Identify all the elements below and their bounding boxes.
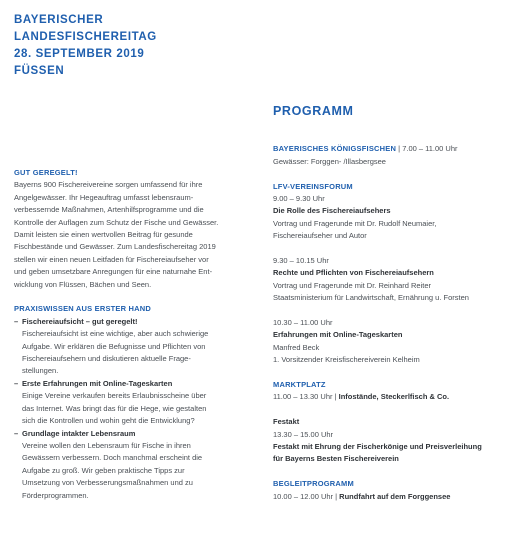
praxis-line: sich die Kontrollen und wohin geht die Entwicklung? [22,416,195,426]
intro-line: verbessernde Maßnahmen, Artenhilfsprogramme und die [14,205,204,215]
praxis-item [14,428,242,502]
festakt-line: für Bayerns Besten Fischereiverein [273,454,399,464]
intro-line: Fischbestände und Gewässer. Zum Landesfischereitag 2019 [14,242,216,252]
dash-bullet: – [14,316,19,326]
intro-line: wicklung von Flüssen, Bächen und Seen. [14,279,152,289]
header-line-2: LANDESFISCHEREITAG [14,31,157,43]
intro-line: Kontrolle der Auflagen zum Schutz der Fische und Gewässer. [14,217,219,227]
praxis-item-title: Erste Erfahrungen mit Online-Tageskarten [22,378,173,388]
praxis-item-text [14,440,242,502]
dash-bullet: – [14,378,19,388]
intro-line: Angelgewässer. Ihr Hegeauftrag umfasst lebensraum- [14,192,194,202]
praxis-item-text [14,328,242,378]
praxis-line: Vereine wollen den Lebensraum für Fische in ihren [22,440,191,450]
header-line-3: 28. SEPTEMBER 2019 [14,48,145,60]
session-title: Erfahrungen mit Online-Tageskarten [273,330,403,340]
event-header [14,12,254,80]
header-line-1: BAYERISCHER [14,14,104,26]
praxis-item [14,316,242,378]
separator: | [332,392,339,402]
praxis-title: PRAXISWISSEN AUS ERSTER HAND [14,304,152,314]
praxis-line: Förderprogrammen. [22,490,89,500]
vereinsforum-heading: LFV-VEREINSFORUM [273,181,353,191]
program-title: PROGRAMM [273,104,354,118]
session-time: 9.30 – 10.15 Uhr [273,256,329,266]
praxis-line: Aufgabe zu groß. Wir geben praktische Tipps zur [22,465,185,475]
praxis-line: Einige Vereine verkaufen bereits Erlaubnisscheine über [22,391,207,401]
praxis-item-title: Fischereiaufsicht – gut geregelt! [22,316,138,326]
session-line: Staatsministerium für Landwirtschaft, Ernährung u. Forsten [273,293,469,303]
praxis-item [14,378,242,428]
intro-title: GUT GEREGELT! [14,168,78,177]
praxis-line: Aufgabe. Wir erklären die Befugnisse und Pflichten von [22,341,206,351]
session-line: 1. Vorsitzender Kreisfischereiverein Kelheim [273,355,420,365]
session-time: 10.30 – 11.00 Uhr [273,318,333,328]
intro-line: stellen wir einen neuen Leitfaden für Fischereiaufseher vor [14,254,209,264]
forum-session [273,317,498,367]
koenigsfischen-block [273,143,498,168]
intro-line: und geben umsetzbare Anregungen für eine naturnahe Ent- [14,267,213,277]
marktplatz-heading: MARKTPLATZ [273,380,326,390]
festakt-line: Festakt mit Ehrung der Fischerkönige und Preisverleihung [273,442,482,452]
praxis-line: Gewässern verbessern. Doch manchmal erscheint die [22,453,203,463]
session-time: 9.00 – 9.30 Uhr [273,194,325,204]
forum-session [273,193,498,243]
begleitprogramm-time: 10.00 – 12.00 Uhr [273,491,334,501]
session-line: Fischereiaufseher und Autor [273,231,367,241]
separator: | [333,491,340,501]
session-line: Vortrag und Fragerunde mit Dr. Rudolf Neumaier, [273,218,437,228]
festakt-block [273,416,498,466]
session-line: Manfred Beck [273,342,320,352]
dash-bullet: – [14,428,19,438]
session-title: Die Rolle des Fischereiaufsehers [273,206,391,216]
session-title: Rechte und Pflichten von Fischereiaufsehern [273,268,434,278]
marktplatz-time: 11.00 – 13.30 Uhr [273,392,333,402]
praxis-line: stellungen. [22,366,59,376]
festakt-time: 13.30 – 15.00 Uhr [273,429,334,439]
marktplatz-text: Infostände, Steckerlfisch & Co. [338,392,450,402]
vereinsforum-block [273,181,498,367]
forum-session [273,255,498,305]
left-column [14,167,242,502]
begleitprogramm-text: Rundfahrt auf dem Forggensee [339,491,451,501]
praxis-line: Fischereiaufsehern und diskutieren aktuelle Frage- [22,354,191,364]
begleitprogramm-heading: BEGLEITPROGRAMM [273,479,354,489]
praxis-item-text [14,390,242,427]
begleitprogramm-block [273,478,498,503]
header-line-4: FÜSSEN [14,65,65,77]
praxis-line: Umsetzung von Verbesserungsmaßnahmen und zu [22,478,193,488]
marktplatz-block [273,379,498,404]
praxis-item-title: Grundlage intakter Lebensraum [22,428,136,438]
koenigsfischen-time: | 7.00 – 11.00 Uhr [396,144,458,154]
program-column [273,105,498,503]
festakt-heading: Festakt [273,417,300,427]
koenigsfischen-place: Gewässer: Forggen- /Illasbergsee [273,156,386,166]
koenigsfischen-heading: BAYERISCHES KÖNIGSFISCHEN [273,144,397,154]
intro-line: Damit leisten sie einen wertvollen Beitrag für gesunde [14,230,193,240]
intro-line: Bayerns 900 Fischereivereine sorgen umfassend für ihre [14,180,203,190]
praxis-line: das Internet. Was bringt das für die Hege, wie gestalten [22,403,207,413]
intro-text [14,179,242,291]
praxis-line: Fischereiaufsicht ist eine wichtige, aber auch schwierige [22,329,209,339]
session-line: Vortrag und Fragerunde mit Dr. Reinhard Reiter [273,280,431,290]
